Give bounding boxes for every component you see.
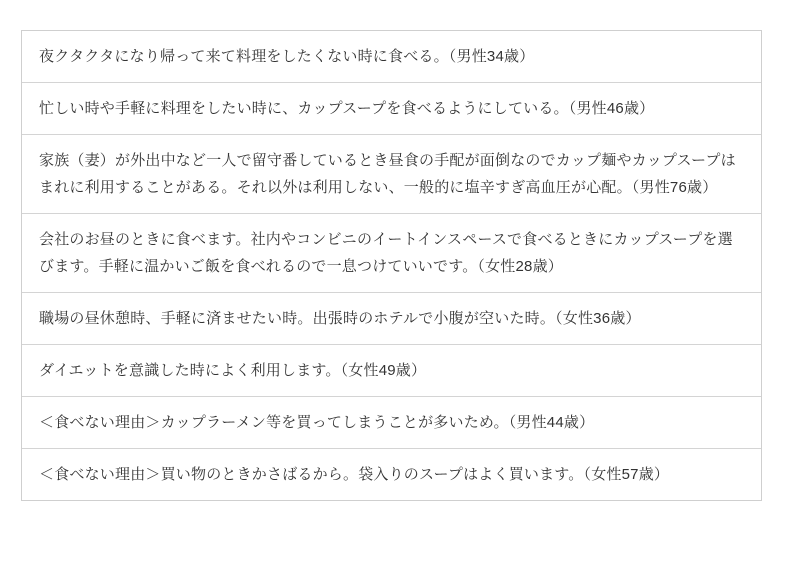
survey-response-row <box>22 345 761 397</box>
survey-response-row <box>22 214 761 293</box>
survey-response-row <box>22 397 761 449</box>
survey-response-row <box>22 293 761 345</box>
response-text: ダイエットを意識した時によく利用します。（女性49歳） <box>39 362 427 379</box>
response-text: 夜クタクタになり帰って来て料理をしたくない時に食べる。（男性34歳） <box>39 48 535 65</box>
response-text: 会社のお昼のときに食べます。社内やコンビニのイートインスペースで食べるときにカップスープを選びます。手軽に温かいご飯を食べれるので一息つけていいです。（女性28歳） <box>39 231 733 275</box>
response-text: 家族（妻）が外出中など一人で留守番しているとき昼食の手配が面倒なのでカップ麺やカップスープはまれに利用することがある。それ以外は利用しない、一般的に塩辛すぎ高血圧が心配。（男性76歳） <box>39 152 736 196</box>
survey-response-row <box>22 31 761 83</box>
response-text: 忙しい時や手軽に料理をしたい時に、カップスープを食べるようにしている。（男性46歳） <box>39 100 655 117</box>
survey-response-row <box>22 449 761 500</box>
response-text: ＜食べない理由＞買い物のときかさばるから。袋入りのスープはよく買います。（女性57歳） <box>39 466 670 483</box>
survey-response-table <box>21 30 762 501</box>
survey-response-row <box>22 135 761 214</box>
response-text: ＜食べない理由＞カップラーメン等を買ってしまうことが多いため。（男性44歳） <box>39 414 595 431</box>
response-text: 職場の昼休憩時、手軽に済ませたい時。出張時のホテルで小腹が空いた時。（女性36歳） <box>39 310 641 327</box>
survey-response-row <box>22 83 761 135</box>
